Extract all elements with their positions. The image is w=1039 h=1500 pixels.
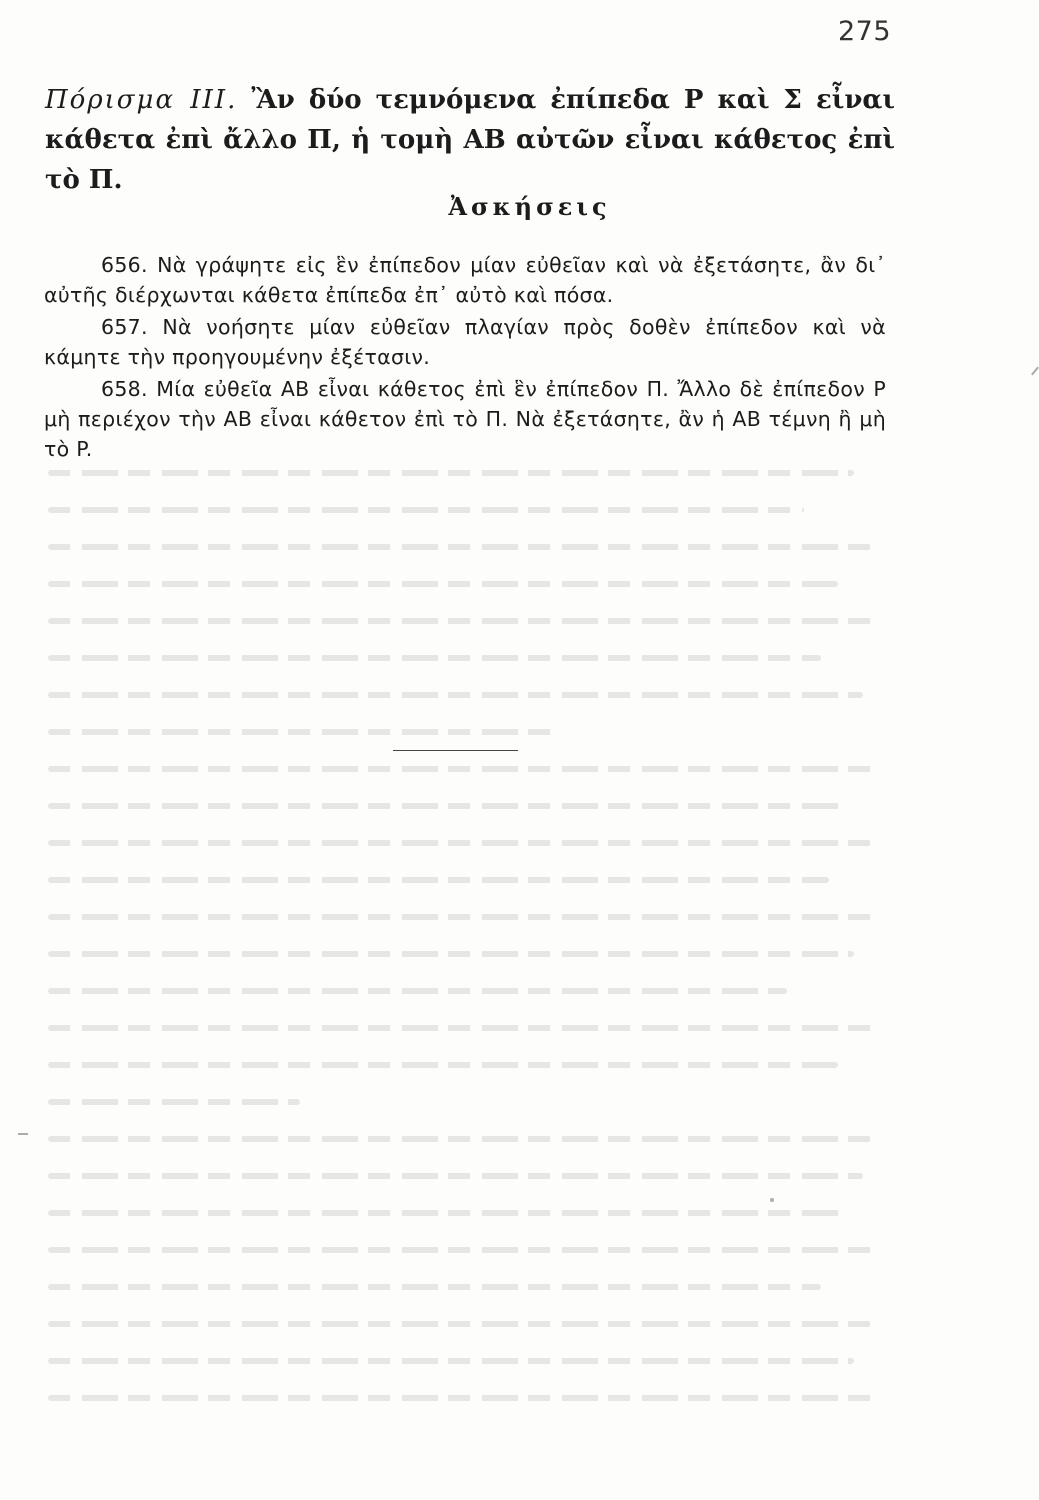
exercises-heading [0,192,1039,221]
exercises-heading-text: Ἀσκήσεις [448,192,611,221]
exercise-item: 656. Νὰ γράψητε εἰς ἓν ἐπίπεδον μίαν εὐθεῖαν καὶ νὰ ἐξετάσητε, ἂν δι᾽ αὐτῆς διέρχωνται κάθετα ἐπίπεδα ἐπ᾽ αὐτὸ καὶ πόσα. [44,253,886,307]
bleed-through-line [48,914,880,920]
bleed-through-line [48,1247,880,1253]
bleed-through-line [48,1173,863,1179]
bleed-through-line [48,1395,880,1401]
bleed-through-line [48,877,829,883]
exercise-item: 657. Νὰ νοήσητε μίαν εὐθεῖαν πλαγίαν πρὸς δοθὲν ἐπίπεδον καὶ νὰ κάμητε τὴν προηγουμένην ἐξέτασιν. [44,315,886,369]
bleed-through-line [48,618,880,624]
bleed-through-line [48,470,854,476]
bleed-through-line [48,544,871,550]
scan-speck [1031,367,1039,376]
bleed-through-line [48,840,871,846]
bleed-through-line [48,766,880,772]
bleed-through-line [48,655,821,661]
scan-speck [770,1198,774,1202]
bleed-through-line [48,507,804,513]
bleed-through-line [48,803,846,809]
corollary-paragraph [45,80,895,200]
exercise-item: 658. Μία εὐθεῖα AB εἶναι κάθετος ἐπὶ ἓν ἐπίπεδον Π. Ἄλλο δὲ ἐπίπεδον P μὴ περιέχον τὴν AB εἶναι κάθετον ἐπὶ τὸ Π. Νὰ ἐξετάσητε, ἂν ἡ AB τέμνη ἢ μὴ τὸ P. [44,377,886,461]
corollary-label: Πόρισμα ΙΙΙ. [45,85,238,115]
bleed-through-line [48,951,854,957]
section-divider [393,750,518,751]
bleed-through-line [48,1136,871,1142]
bleed-through-line [48,1025,880,1031]
bleed-through-line [48,581,838,587]
bleed-through-line [48,1284,821,1290]
bleed-through-line [48,988,787,994]
bleed-through-line [48,692,863,698]
bleed-through-line [48,729,552,735]
page-number: 275 [838,16,892,47]
bleed-through-shadow [48,470,888,1470]
exercise-list [44,250,886,466]
bleed-through-line [48,1062,838,1068]
corollary-text: Ἂν δύο τεμνόμενα ἐπίπεδα P καὶ Σ εἶναι κάθετα ἐπὶ ἄλλο Π, ἡ τομὴ AB αὐτῶν εἶναι κάθετος ἐπὶ τὸ Π. [45,85,895,195]
bleed-through-line [48,1210,846,1216]
scan-speck [18,1133,28,1135]
bleed-through-line [48,1099,300,1105]
bleed-through-line [48,1321,871,1327]
bleed-through-line [48,1358,854,1364]
